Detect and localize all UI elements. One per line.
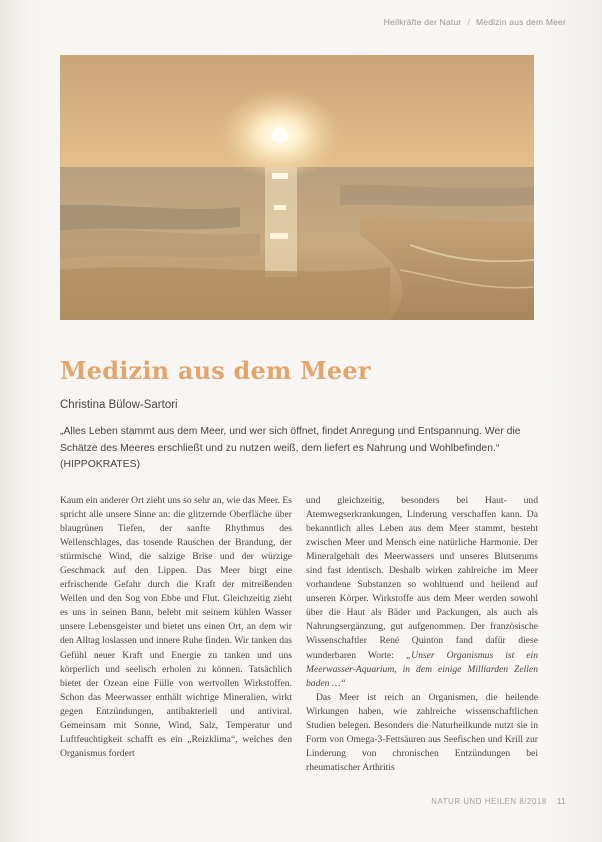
hero-photo xyxy=(60,55,534,320)
article-paragraph: Kaum ein anderer Ort zieht uns so sehr an, wie das Meer. Es spricht alle unsere Sinne an: die glitzernde Oberfläche über blaugrünen Tiefen, der sanfte Rhythmus des Wellenschlages, das tosende Rauschen der Brandung, der stürmische Wind, die salzige Brise und der würzige Geschmack auf den Lippen. Das Meer birgt eine erfrischende Gefahr durch die Kraft der mitreißenden Wellen und den Sog von Ebbe und Flut. Gleichzeitig zieht es uns in seinen Bann, belebt mit seinem kühlen Wasser unsere Lebensgeister und bietet uns einen Ort, an dem wir den Alltag loslassen und innere Ruhe finden. Wir tanken das Gefühl neuer Kraft und Energie zu tanken und uns körperlich und seelisch erholen zu können. Tatsächlich bietet der Ozean eine Fülle von wertvollen Wirkstoffen. Schon das Meerwasser enthält wichtige Mineralien, wirkt gegen Entzündungen, antibakteriell und antiviral. Gemeinsam mit Sonne, Wind, Salz, Temperatur und Luftfeuchtigkeit schafft es ein „Reizklima“, welches den Organismus fordert xyxy=(60,495,292,759)
article-paragraph: Das Meer ist reich an Organismen, die heilende Wirkungen haben, wie zahlreiche wissenschaftlichen Studien belegen. Besonders die Naturheilkunde nutzt sie in Form von Omega-3-Fettsäuren aus Seefischen und Krill zur Linderung von chronischen Entzündungen bei rheumatischer Arthritis xyxy=(306,691,538,773)
article-column-left xyxy=(60,494,292,761)
page-number: 11 xyxy=(556,796,566,806)
article-title: Medizin aus dem Meer xyxy=(60,356,371,385)
article-paragraph-text: und gleichzeitig, besonders bei Haut- und Atemwegserkrankungen, Linderung verschaffen kann. Da bekanntlich alles Leben aus dem Meer stammt, besteht zwischen Meer und Mensch eine natürliche Harmonie. Der Mineralgehalt des Meerwassers und unseres Blutserums sind fast identisch. Deshalb wirken zahlreiche im Meer vorhandene Substanzen so wohltuend und heilend auf unseren Körper. Wirkstoffe aus dem Meer werden sowohl über die Haut als Bäder und Packungen, als auch als Nahrungsergänzung, gut aufgenommen. Der französische Wissenschaftler René Quinton fand dafür diese wunderbaren Worte: xyxy=(306,495,538,661)
article-lead-quote: „Alles Leben stammt aus dem Meer, und wer sich öffnet, findet Anregung und Entspannung. Wer die Schätze des Meeres erschließt und zu nutzen weiß, dem liefert es Nahrung und Wohlbefinden.“ (HIPPOKRATES) xyxy=(60,426,521,471)
sunset-sea-photo-icon xyxy=(60,55,534,320)
running-head-section: Heilkräfte der Natur xyxy=(383,17,462,27)
article-citation: „Unser Organismus ist ein Meerwasser-Aquarium, in dem einige Milliarden Zellen baden …“ xyxy=(306,649,539,689)
article-paragraph xyxy=(306,494,538,691)
article-author: Christina Bülow-Sartori xyxy=(60,399,178,411)
page-footer xyxy=(431,796,566,806)
running-head-separator: / xyxy=(467,17,471,27)
article-column-right xyxy=(306,494,538,775)
running-head xyxy=(384,17,566,27)
footer-magazine: NATUR UND HEILEN 8/2018 xyxy=(431,796,547,806)
running-head-topic: Medizin aus dem Meer xyxy=(476,17,566,27)
